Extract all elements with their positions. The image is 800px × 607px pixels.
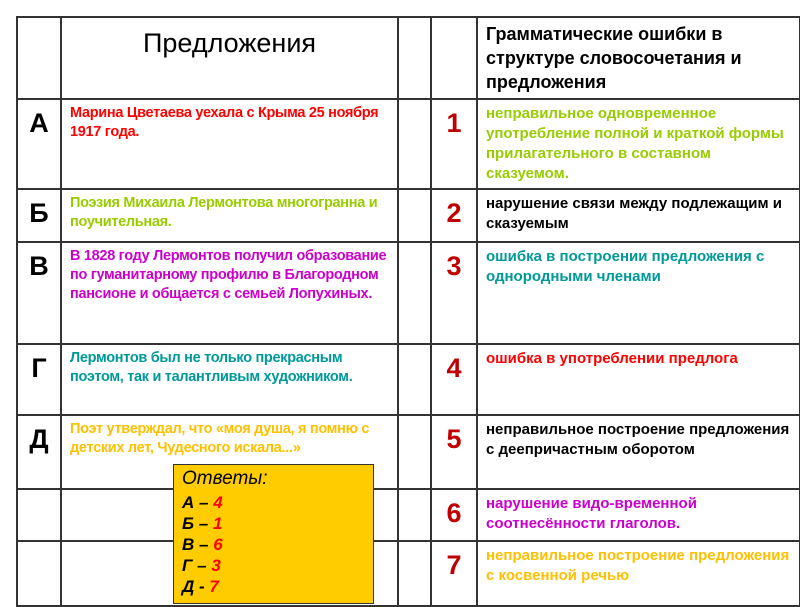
answer-letter: Б –: [182, 514, 209, 533]
header-errors: Грамматические ошибки в структуре словосочетания и предложения: [477, 17, 800, 99]
empty-cell: [398, 541, 431, 606]
header-sentences: Предложения: [61, 17, 398, 99]
row-number: 5: [431, 415, 477, 489]
row-error: нарушение связи между подлежащим и сказуемым: [477, 189, 800, 242]
table-row: [17, 344, 800, 415]
row-sentence: Поэт утверждал, что «моя душа, я помню с детских лет, Чудесного искала...»: [61, 415, 398, 489]
row-sentence: Поэзия Михаила Лермонтова многогранна и поучительная.: [61, 189, 398, 242]
row-sentence: Марина Цветаева уехала с Крыма 25 ноября 1917 года.: [61, 99, 398, 189]
empty-cell: [398, 344, 431, 415]
row-number: 3: [431, 242, 477, 344]
row-sentence: Лермонтов был не только прекрасным поэтом, так и талантливым художником.: [61, 344, 398, 415]
row-number: 6: [431, 489, 477, 541]
row-error: неправильное построение предложения с деепричастным оборотом: [477, 415, 800, 489]
answer-item: [182, 534, 365, 555]
row-sentence: В 1828 году Лермонтов получил образование по гуманитарному профилю в Благородном пансионе и общается с семьей Лопухиных.: [61, 242, 398, 344]
row-number: 7: [431, 541, 477, 606]
table-row: [17, 189, 800, 242]
answer-value: 1: [212, 514, 223, 533]
answer-value: 7: [209, 577, 219, 596]
row-letter: [17, 489, 61, 541]
table-row: [17, 489, 800, 541]
empty-cell: [398, 99, 431, 189]
header-empty-cell: [431, 17, 477, 99]
empty-cell: [398, 242, 431, 344]
row-number: 1: [431, 99, 477, 189]
header-empty-cell: [398, 17, 431, 99]
answer-value: 6: [213, 535, 223, 554]
table-row: [17, 242, 800, 344]
row-letter: Д: [17, 415, 61, 489]
row-error: неправильное построение предложения с косвенной речью: [477, 541, 800, 606]
empty-cell: [398, 415, 431, 489]
empty-cell: [398, 189, 431, 242]
header-empty-cell: [17, 17, 61, 99]
row-letter: [17, 541, 61, 606]
header-row: [17, 17, 800, 99]
row-error: ошибка в употреблении предлога: [477, 344, 800, 415]
answer-value: 3: [211, 556, 221, 575]
table-row: [17, 99, 800, 189]
answer-item: [182, 555, 365, 576]
table-row: [17, 541, 800, 606]
row-number: 2: [431, 189, 477, 242]
answer-letter: В –: [182, 535, 209, 554]
answers-box: [173, 464, 374, 604]
answer-item: [182, 513, 365, 534]
row-letter: Г: [17, 344, 61, 415]
row-error: ошибка в построении предложения с однородными членами: [477, 242, 800, 344]
answer-letter: Г –: [182, 556, 207, 575]
answer-item: [182, 576, 365, 597]
answer-value: 4: [213, 493, 223, 512]
row-letter: А: [17, 99, 61, 189]
row-number: 4: [431, 344, 477, 415]
empty-cell: [398, 489, 431, 541]
answers-title: Ответы:: [182, 468, 268, 489]
answer-letter: А –: [182, 493, 209, 512]
row-letter: В: [17, 242, 61, 344]
row-letter: Б: [17, 189, 61, 242]
grammar-errors-table: [16, 16, 800, 607]
answer-item: [182, 492, 365, 513]
row-error: неправильное одновременное употребление полной и краткой формы прилагательного в составном сказуемом.: [477, 99, 800, 189]
answer-letter: Д -: [182, 577, 205, 596]
table-row: [17, 415, 800, 489]
row-error: нарушение видо-временной соотнесённости глаголов.: [477, 489, 800, 541]
